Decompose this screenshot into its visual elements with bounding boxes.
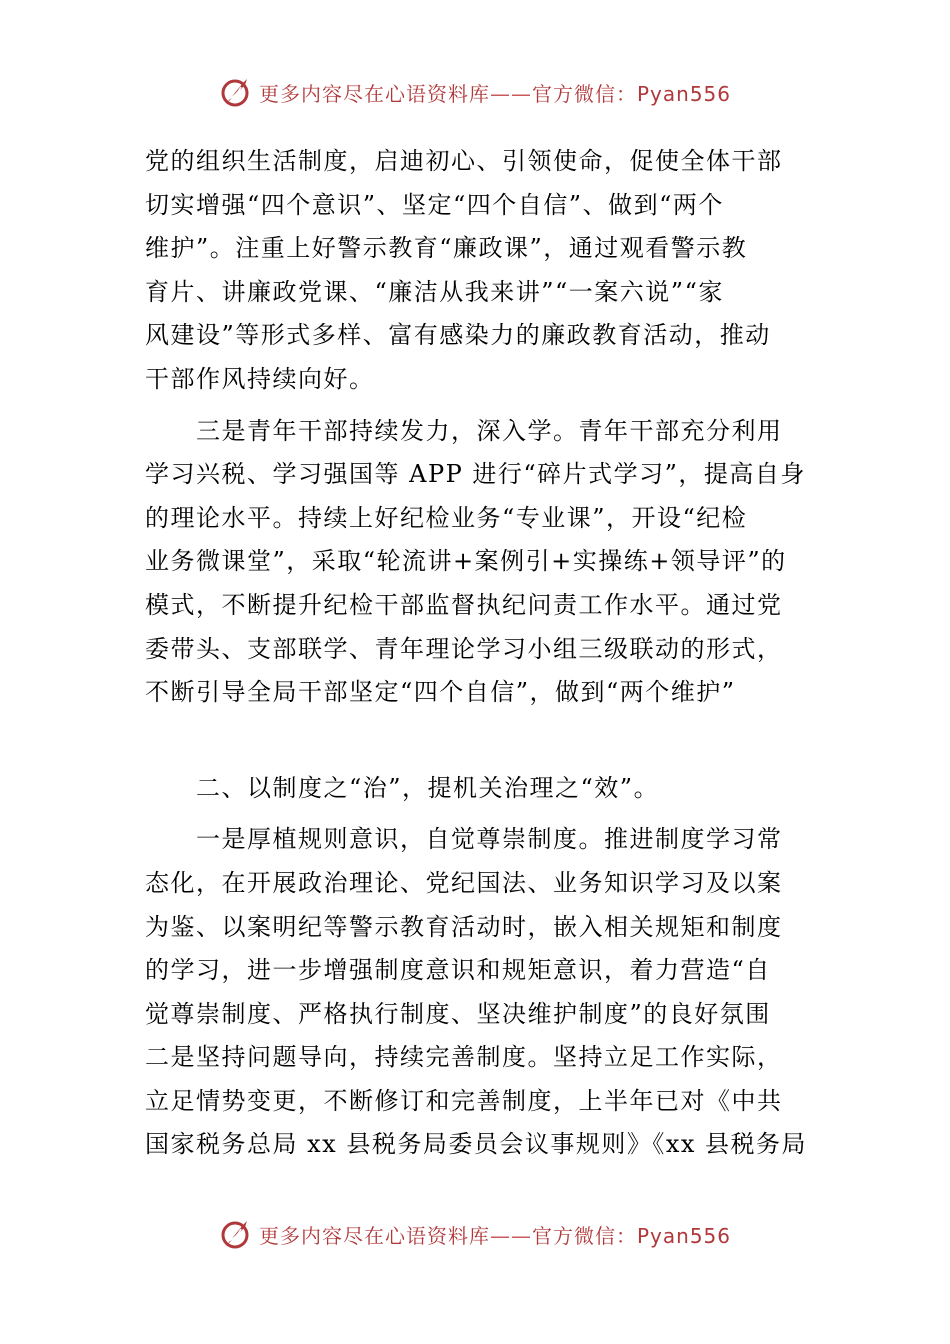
watermark-separator: —— bbox=[489, 1223, 532, 1248]
text-line: 干部作风持续向好。 bbox=[145, 364, 375, 393]
section-heading: 二、以制度之“治”，提机关治理之“效”。 bbox=[145, 773, 660, 802]
text-line: 觉尊崇制度、严格执行制度、坚决维护制度”的良好氛围 bbox=[145, 999, 771, 1028]
watermark-main: 更多内容尽在心语资料库 bbox=[258, 81, 490, 106]
document-body bbox=[145, 140, 810, 1167]
text-line: 的理论水平。持续上好纪检业务“专业课”，开设“纪检 bbox=[145, 503, 748, 532]
text-line: 委带头、支部联学、青年理论学习小组三级联动的形式， bbox=[145, 634, 783, 663]
text-line: 三是青年干部持续发力，深入学。青年干部充分利用 bbox=[145, 416, 783, 445]
watermark-separator: —— bbox=[489, 81, 532, 106]
text-line: 立足情势变更，不断修订和完善制度，上半年已对《中共 bbox=[145, 1086, 783, 1115]
header-watermark bbox=[0, 72, 950, 112]
watermark-text bbox=[259, 1220, 731, 1249]
text-line: 国家税务总局 xx 县税务局委员会议事规则》《xx 县税务局 bbox=[145, 1130, 808, 1159]
text-line: 业务微课堂”，采取“轮流讲+案例引+实操练+领导评”的 bbox=[145, 547, 787, 576]
paragraph-2 bbox=[145, 410, 810, 715]
footer-watermark bbox=[0, 1214, 950, 1254]
watermark-wechat-id: Pyan556 bbox=[636, 1223, 731, 1248]
text-line: 一是厚植规则意识，自觉尊崇制度。推进制度学习常 bbox=[145, 825, 783, 854]
watermark-main: 更多内容尽在心语资料库 bbox=[258, 1223, 490, 1248]
paragraph-3 bbox=[145, 818, 810, 1167]
text-line: 育片、讲廉政党课、“廉洁从我来讲”“一案六说”“家 bbox=[145, 277, 724, 306]
paragraph-1 bbox=[145, 140, 810, 402]
watermark-wechat-label: 官方微信： bbox=[531, 1223, 637, 1248]
text-line: 的学习，进一步增强制度意识和规矩意识，着力营造“自 bbox=[145, 956, 771, 985]
watermark-wechat-id: Pyan556 bbox=[636, 81, 731, 106]
text-line: 二是坚持问题导向，持续完善制度。坚持立足工作实际， bbox=[145, 1043, 783, 1072]
text-line: 态化，在开展政治理论、党纪国法、业务知识学习及以案 bbox=[145, 868, 783, 897]
text-line: 不断引导全局干部坚定“四个自信”，做到“两个维护” bbox=[145, 678, 736, 707]
quill-logo-icon bbox=[219, 75, 253, 109]
watermark-text bbox=[259, 78, 731, 107]
watermark-wechat-label: 官方微信： bbox=[531, 81, 637, 106]
text-line: 风建设”等形式多样、富有感染力的廉政教育活动，推动 bbox=[145, 321, 771, 350]
text-line: 切实增强“四个意识”、坚定“四个自信”、做到“两个 bbox=[145, 190, 724, 219]
text-line: 为鉴、以案明纪等警示教育活动时，嵌入相关规矩和制度 bbox=[145, 912, 783, 941]
text-line: 模式，不断提升纪检干部监督执纪问责工作水平。通过党 bbox=[145, 590, 783, 619]
quill-logo-icon bbox=[219, 1217, 253, 1251]
text-line: 维护”。注重上好警示教育“廉政课”，通过观看警示教 bbox=[145, 234, 748, 263]
text-line: 党的组织生活制度，启迪初心、引领使命，促使全体干部 bbox=[145, 147, 783, 175]
text-line: 学习兴税、学习强国等 APP 进行“碎片式学习”，提高自身 bbox=[145, 460, 806, 489]
